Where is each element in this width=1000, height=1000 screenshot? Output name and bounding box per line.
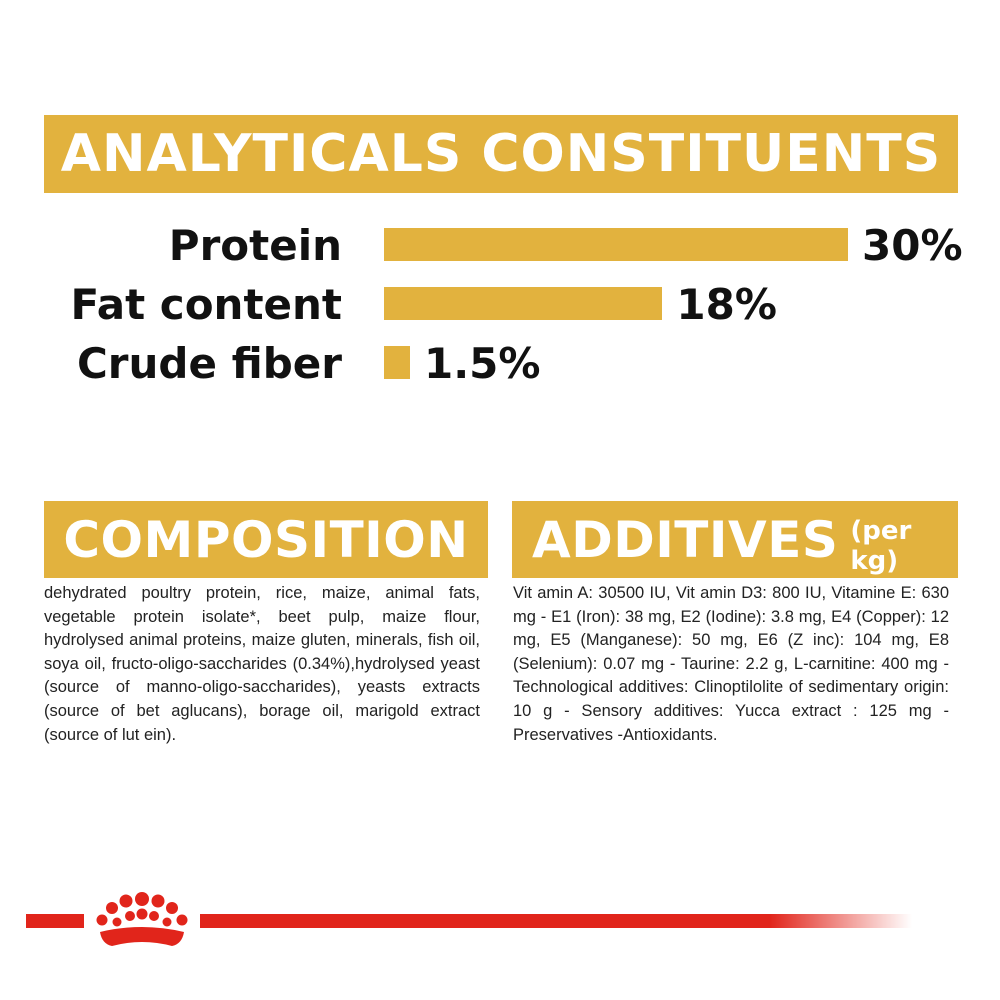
additives-text: Vit amin A: 30500 IU, Vit amin D3: 800 IU, Vitamine E: 630 mg - E1 (Iron): 38 mg, E2 (Iodine): 3.8 mg, E4 (Copper): 12 mg, E5 (Manganese): 50 mg, E6 (Z inc): 104 mg, E8 (Selenium): 0.07 mg - Taurine: 2.2 g, L-carnitine: 400 mg - Technological additives: Clinoptilolite of sedimentary origin: 10 g - Sensory additives: Yucca extract : 125 mg - Preservatives -Antioxidants. (513, 584, 949, 744)
nutrient-value: 18% (676, 280, 777, 329)
footer-red-line-right (200, 914, 912, 928)
analytics-title: ANALYTICALS CONSTITUENTS (60, 124, 942, 184)
nutrient-bar (384, 346, 410, 379)
additives-banner (512, 501, 958, 578)
nutrient-bar (384, 228, 848, 261)
nutrient-label: Protein (168, 221, 342, 270)
additives-subtitle: (per kg) (850, 515, 912, 576)
footer-red-line-left (26, 914, 84, 928)
composition-title: COMPOSITION (63, 510, 469, 569)
nutrient-label: Crude fiber (76, 339, 342, 388)
nutrient-value: 30% (862, 221, 963, 270)
nutrient-value: 1.5% (424, 339, 541, 388)
analytics-banner (44, 115, 958, 193)
nutrient-label: Fat content (70, 280, 342, 329)
composition-banner (44, 501, 488, 578)
nutrient-bar (384, 287, 662, 320)
additives-title: ADDITIVES (532, 510, 839, 569)
royal-canin-crown-icon (92, 892, 192, 948)
composition-text: dehydrated poultry protein, rice, maize, animal fats, vegetable protein isolate*, beet pulp, maize flour, hydrolysed animal proteins, maize gluten, minerals, fish oil, soya oil, fructo-oligo-saccharides (0.34%),hydrolysed yeast (source of manno-oligo-saccharides), yeasts extracts (source of bet aglucans), borage oil, marigold extract (source of lut ein). (44, 584, 480, 744)
